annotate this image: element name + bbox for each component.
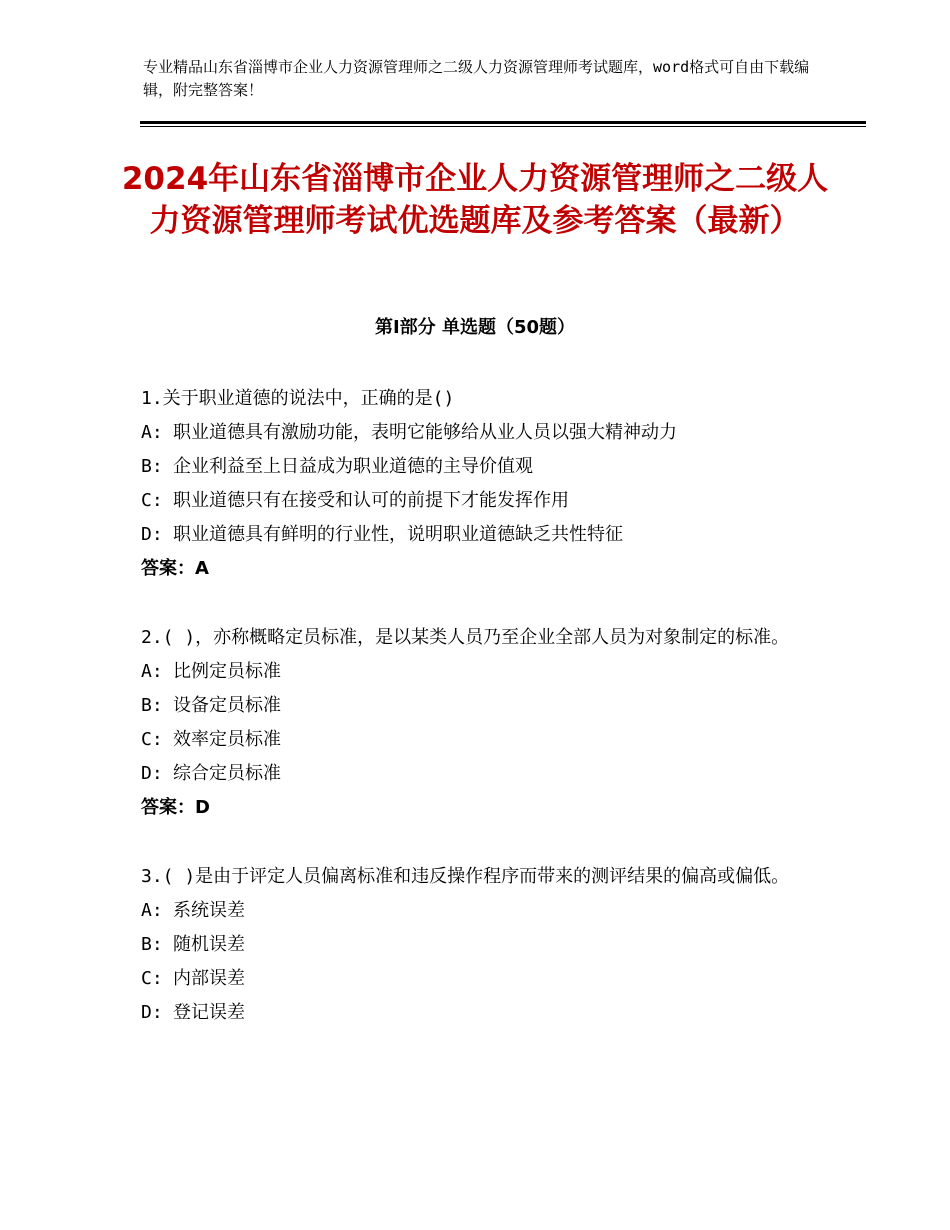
option-letter: A: (141, 661, 163, 682)
option-letter: D: (141, 1002, 163, 1023)
option-d (141, 996, 821, 1030)
header-divider-thick (140, 121, 866, 124)
option-text: 企业利益至上日益成为职业道德的主导价值观 (173, 456, 533, 477)
header-note: 专业精品山东省淄博市企业人力资源管理师之二级人力资源管理师考试题库，word格式可自由下载编辑，附完整答案！ (143, 58, 810, 99)
option-text: 职业道德具有鲜明的行业性，说明职业道德缺乏共性特征 (173, 524, 623, 545)
option-b (141, 689, 821, 723)
option-text: 内部误差 (173, 968, 245, 989)
option-letter: B: (141, 934, 163, 955)
option-text: 职业道德具有激励功能，表明它能够给从业人员以强大精神动力 (173, 422, 677, 443)
option-a (141, 894, 821, 928)
option-text: 比例定员标准 (173, 661, 281, 682)
option-text: 随机误差 (173, 934, 245, 955)
question-3 (141, 860, 821, 1030)
option-c (141, 962, 821, 996)
section-title: 第Ⅰ部分 单选题（50题） (374, 317, 575, 338)
option-letter: C: (141, 490, 163, 511)
question-1 (141, 382, 821, 586)
option-a (141, 655, 821, 689)
option-letter: A: (141, 422, 163, 443)
question-list (141, 382, 821, 1065)
option-letter: D: (141, 524, 163, 545)
option-letter: C: (141, 968, 163, 989)
option-d (141, 518, 821, 552)
option-letter: A: (141, 900, 163, 921)
option-b (141, 450, 821, 484)
question-stem: 1.关于职业道德的说法中，正确的是() (141, 388, 455, 409)
answer-line: 答案：A (141, 558, 209, 579)
answer-line: 答案：D (141, 797, 210, 818)
option-text: 设备定员标准 (173, 695, 281, 716)
option-a (141, 416, 821, 450)
option-text: 综合定员标准 (173, 763, 281, 784)
option-d (141, 757, 821, 791)
option-text: 效率定员标准 (173, 729, 281, 750)
option-c (141, 484, 821, 518)
question-stem: 3.( )是由于评定人员偏离标准和违反操作程序而带来的测评结果的偏高或偏低。 (141, 866, 790, 887)
document-title: 2024年山东省淄博市企业人力资源管理师之二级人力资源管理师考试优选题库及参考答案（最新） (121, 161, 829, 239)
option-letter: B: (141, 695, 163, 716)
option-letter: B: (141, 456, 163, 477)
option-letter: D: (141, 763, 163, 784)
option-text: 系统误差 (173, 900, 245, 921)
option-text: 职业道德只有在接受和认可的前提下才能发挥作用 (173, 490, 569, 511)
question-2 (141, 621, 821, 825)
option-text: 登记误差 (173, 1002, 245, 1023)
question-stem: 2.( )，亦称概略定员标准，是以某类人员乃至企业全部人员为对象制定的标准。 (141, 627, 790, 648)
option-b (141, 928, 821, 962)
option-c (141, 723, 821, 757)
header-divider-thin (140, 126, 866, 127)
option-letter: C: (141, 729, 163, 750)
